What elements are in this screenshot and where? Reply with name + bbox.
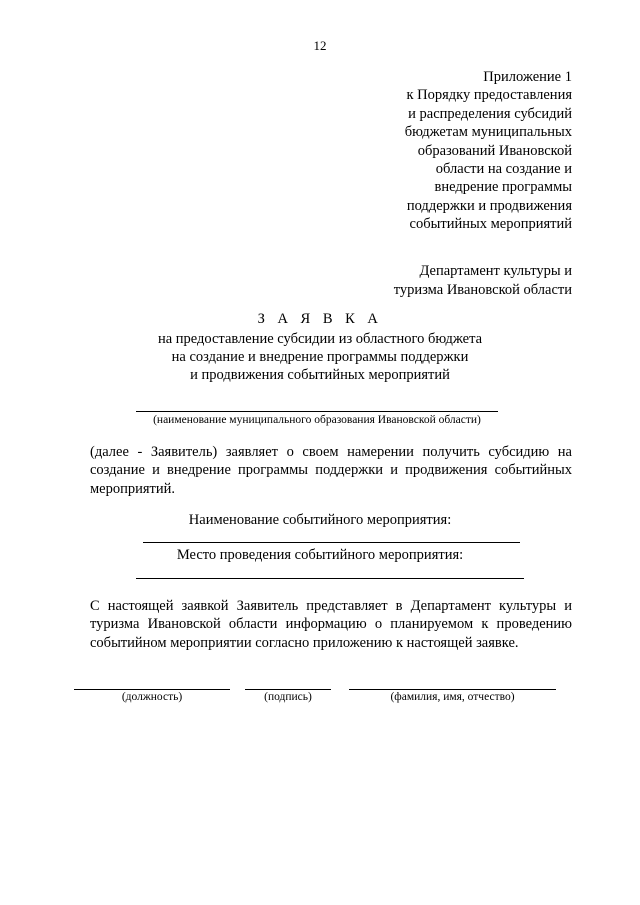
position-fill-line[interactable] [74,689,230,690]
addressee [312,262,572,300]
subtitle-line: на предоставление субсидии из областного бюджета [157,331,483,347]
municipality-fill-line[interactable] [136,411,498,412]
appendix-line: бюджетам муниципальных [404,124,572,141]
document-title: З А Я В К А [257,311,383,327]
addressee-line: Департамент культуры и [419,263,572,279]
position-caption: (должность) [121,691,183,703]
declaration-paragraph [90,443,572,498]
statement-line: туризма Ивановской области информацию о планируемом к проведению [90,616,572,633]
event-name-label: Наименование событийного мероприятия: [188,512,452,528]
appendix-line: и распределения субсидий [408,105,572,122]
declaration-line: создание и внедрение программы поддержки и продвижения событийных [90,462,572,479]
document-subtitle [0,330,640,384]
subtitle-line: на создание и внедрение программы поддержки [171,349,469,365]
appendix-line: Приложение 1 [483,69,572,85]
event-place-fill-line[interactable] [136,578,524,579]
signature-caption: (подпись) [264,691,312,703]
event-name-fill-line[interactable] [143,542,520,543]
signature-fill-line[interactable] [245,689,331,690]
statement-line: С настоящей заявкой Заявитель представляет в Департамент культуры и [90,598,572,614]
event-place-label: Место проведения событийного мероприятия: [176,547,464,563]
appendix-line: внедрение программы [434,179,572,196]
municipality-caption: (наименование муниципального образования Ивановской области) [153,414,481,426]
full-name-caption: (фамилия, имя, отчество) [390,691,515,703]
addressee-line: туризма Ивановской области [393,282,572,298]
appendix-line: поддержки и продвижения [406,197,572,214]
full-name-fill-line[interactable] [349,689,556,690]
appendix-line: образований Ивановской [417,142,572,159]
appendix-line: области на создание и [435,161,572,178]
statement-paragraph [90,597,572,652]
statement-line: событийном мероприятии согласно приложению к настоящей заявке. [90,634,519,651]
declaration-line: мероприятий. [90,480,176,497]
appendix-line: к Порядку предоставления [406,87,572,104]
page-number: 12 [313,38,327,53]
declaration-line: (далее - Заявитель) заявляет о своем намерении получить субсидию на [90,444,572,460]
appendix-note [312,68,572,234]
subtitle-line: и продвижения событийных мероприятий [190,367,450,383]
appendix-line: событийных мероприятий [409,216,572,233]
